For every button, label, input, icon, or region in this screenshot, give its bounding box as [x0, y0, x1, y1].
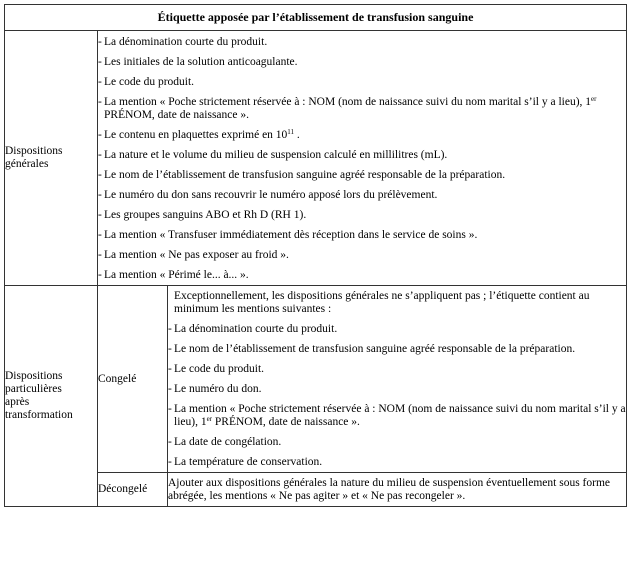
list-item: - Le code du produit.: [98, 76, 626, 89]
general-dispositions-label: [5, 31, 98, 286]
frozen-row: [5, 286, 627, 473]
table-title: Étiquette apposée par l’établissement de transfusion sanguine: [5, 5, 627, 31]
particular-label-line-4: transformation: [5, 409, 73, 421]
list-item: - La date de congélation.: [168, 436, 626, 449]
list-item: - La mention « Ne pas exposer au froid ».: [98, 249, 626, 262]
frozen-dispositions-list: [168, 286, 627, 473]
list-item: - Le nom de l’établissement de transfusion sanguine agréé responsable de la préparation.: [98, 169, 626, 182]
particular-dispositions-label: [5, 286, 98, 507]
table-header-row: [5, 5, 627, 31]
list-item: - La dénomination courte du produit.: [168, 323, 626, 336]
thawed-row: [5, 473, 627, 507]
list-item: - Les groupes sanguins ABO et Rh D (RH 1).: [98, 209, 626, 222]
list-item: - Le nom de l’établissement de transfusion sanguine agréé responsable de la préparation.: [168, 343, 626, 356]
frozen-intro-text: Exceptionnellement, les dispositions générales ne s’appliquent pas ; l’étiquette contient au minimum les mentions suivantes :: [174, 290, 590, 315]
thawed-label: Décongelé: [98, 473, 168, 507]
general-label-line-2: générales: [5, 158, 49, 170]
list-item: - Le code du produit.: [168, 363, 626, 376]
list-item: - La nature et le volume du milieu de suspension calculé en millilitres (mL).: [98, 149, 626, 162]
list-item: - Les initiales de la solution anticoagulante.: [98, 56, 626, 69]
list-item: - La mention « Poche strictement réservée à : NOM (nom de naissance suivi du nom marital s’il y a lieu), 1er PRÉNOM, date de naissance ».: [168, 403, 626, 429]
general-dispositions-list: [98, 31, 627, 286]
list-item: - Le numéro du don.: [168, 383, 626, 396]
list-item: - Le numéro du don sans recouvrir le numéro apposé lors du prélèvement.: [98, 189, 626, 202]
frozen-label: Congelé: [98, 286, 168, 473]
list-item: - La mention « Périmé le... à... ».: [98, 269, 626, 282]
general-dispositions-row: [5, 31, 627, 286]
thawed-text: Ajouter aux dispositions générales la nature du milieu de suspension éventuellement sous forme abrégée, les mentions « Ne pas agiter » et « Ne pas recongeler ».: [168, 473, 627, 507]
particular-label-line-1: Dispositions: [5, 370, 63, 382]
list-item: - Le contenu en plaquettes exprimé en $10^{11}$ .: [98, 129, 626, 142]
list-item: - La dénomination courte du produit.: [98, 36, 626, 49]
particular-label-line-2: particulières: [5, 383, 62, 395]
list-item: - La mention « Poche strictement réservée à : NOM (nom de naissance suivi du nom marital s’il y a lieu), 1er PRÉNOM, date de naissance ».: [98, 96, 626, 122]
general-label-line-1: Dispositions: [5, 145, 63, 157]
list-item: - La mention « Transfuser immédiatement dès réception dans le service de soins ».: [98, 229, 626, 242]
list-item: - La température de conservation.: [168, 456, 626, 469]
particular-label-line-3: après: [5, 396, 30, 408]
label-requirements-table: [4, 4, 627, 507]
